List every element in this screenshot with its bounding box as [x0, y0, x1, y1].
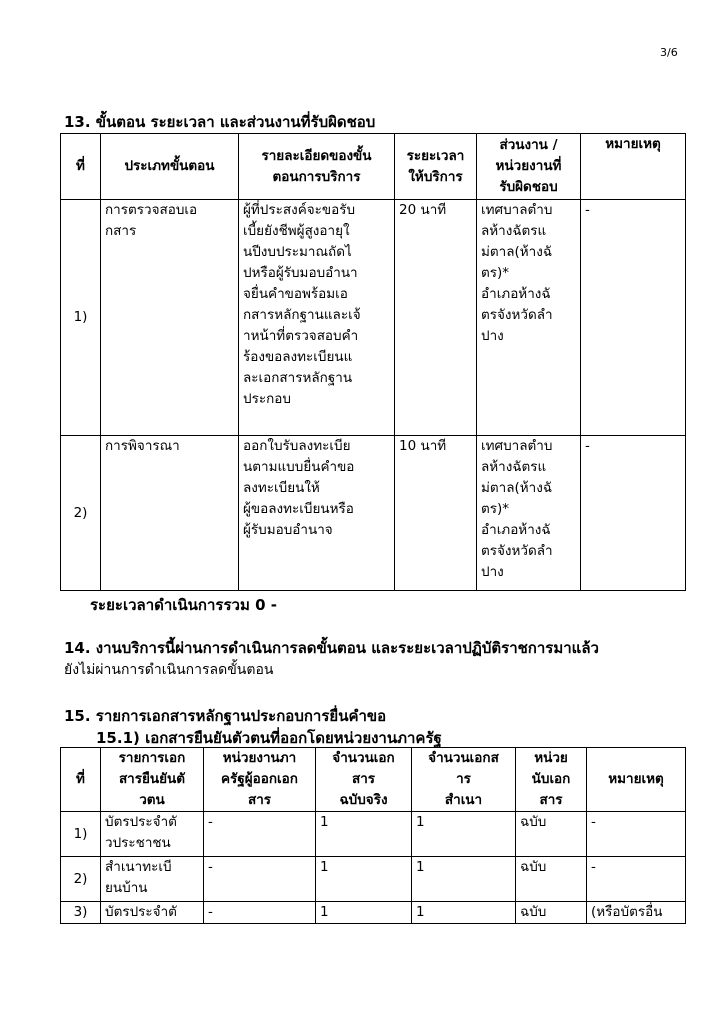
doc-copy: 1 — [412, 902, 516, 924]
header-document: รายการเอก สารยืนยันตั วตน — [101, 748, 204, 812]
header-note: หมายเหตุ — [587, 748, 686, 812]
step-no: 1) — [61, 200, 101, 436]
step-note: - — [581, 436, 686, 591]
step-unit: เทศบาลตำบ ลห้างฉัตรแ ม่ตาล(ห้างฉั ตร)* อำเภอห้างฉั ตรจังหวัดลำ ปาง — [477, 436, 581, 591]
step-detail: ออกใบรับลงทะเบีย นตามแบบยื่นคำขอ ลงทะเบียนให้ ผู้ขอลงทะเบียนหรือ ผู้รับมอบอำนาจ — [239, 436, 395, 591]
step-no: 2) — [61, 436, 101, 591]
table-row — [61, 436, 686, 591]
step-detail: ผู้ที่ประสงค์จะขอรับ เบี้ยยังชีพผู้สูงอายุใ นปีงบประมาณถัดไ ปหรือผู้รับมอบอำนา จยื่นคำขอพร้อมเอ กสารหลักฐานและเจ้ าหน้าที่ตรวจสอบคำ ร้องขอลงทะเบียนแ ละเอกสารหลักฐาน ประกอบ — [239, 200, 395, 436]
doc-name: สำเนาทะเบี ยนบ้าน — [101, 857, 204, 902]
table-row — [61, 200, 686, 436]
doc-original: 1 — [316, 812, 412, 857]
doc-unit: ฉบับ — [516, 812, 587, 857]
doc-no: 1) — [61, 812, 101, 857]
header-count-unit: หน่วย นับเอก สาร — [516, 748, 587, 812]
doc-original: 1 — [316, 902, 412, 924]
documents-header-row — [61, 748, 686, 812]
doc-copy: 1 — [412, 812, 516, 857]
table-row — [61, 812, 686, 857]
total-duration: ระยะเวลาดำเนินการรวม 0 - — [90, 596, 277, 614]
section-14-heading: 14. งานบริการนี้ผ่านการดำเนินการลดขั้นตอน และระยะเวลาปฏิบัติราชการมาแล้ว — [64, 639, 599, 657]
table-row — [61, 902, 686, 924]
doc-agency: - — [204, 857, 316, 902]
table-row — [61, 857, 686, 902]
doc-unit: ฉบับ — [516, 902, 587, 924]
header-responsible-unit: ส่วนงาน / หน่วยงานที่ รับผิดชอบ — [477, 134, 581, 200]
doc-note: - — [587, 812, 686, 857]
doc-no: 2) — [61, 857, 101, 902]
step-time: 10 นาที — [395, 436, 477, 591]
doc-note: - — [587, 857, 686, 902]
steps-table — [60, 133, 686, 591]
step-type: การตรวจสอบเอ กสาร — [101, 200, 239, 436]
doc-name: บัตรประจำตั — [101, 902, 204, 924]
header-note: หมายเหตุ — [581, 134, 686, 200]
header-issuing-agency: หน่วยงานภา ครัฐผู้ออกเอก สาร — [204, 748, 316, 812]
step-time: 20 นาที — [395, 200, 477, 436]
doc-original: 1 — [316, 857, 412, 902]
header-no: ที่ — [61, 748, 101, 812]
doc-agency: - — [204, 812, 316, 857]
header-step-detail: รายละเอียดของขั้น ตอนการบริการ — [239, 134, 395, 200]
doc-no: 3) — [61, 902, 101, 924]
doc-note: (หรือบัตรอื่น — [587, 902, 686, 924]
header-no: ที่ — [61, 134, 101, 200]
doc-agency: - — [204, 902, 316, 924]
section-15-heading: 15. รายการเอกสารหลักฐานประกอบการยื่นคำขอ — [64, 707, 387, 725]
doc-name: บัตรประจำตั วประชาชน — [101, 812, 204, 857]
documents-table — [60, 747, 686, 924]
doc-unit: ฉบับ — [516, 857, 587, 902]
page-number: 3/6 — [660, 46, 678, 59]
section-15-1-subheading: 15.1) เอกสารยืนยันตัวตนที่ออกโดยหน่วยงานภาครัฐ — [96, 729, 442, 747]
steps-header-row — [61, 134, 686, 200]
section-13-heading: 13. ขั้นตอน ระยะเวลา และส่วนงานที่รับผิดชอบ — [64, 113, 376, 131]
header-duration: ระยะเวลา ให้บริการ — [395, 134, 477, 200]
step-type: การพิจารณา — [101, 436, 239, 591]
step-unit: เทศบาลตำบ ลห้างฉัตรแ ม่ตาล(ห้างฉั ตร)* อำเภอห้างฉั ตรจังหวัดลำ ปาง — [477, 200, 581, 436]
section-14-text: ยังไม่ผ่านการดำเนินการลดขั้นตอน — [64, 662, 274, 678]
header-step-type: ประเภทขั้นตอน — [101, 134, 239, 200]
header-original-count: จำนวนเอก สาร ฉบับจริง — [316, 748, 412, 812]
doc-copy: 1 — [412, 857, 516, 902]
step-note: - — [581, 200, 686, 436]
header-copy-count: จำนวนเอกส าร สำเนา — [412, 748, 516, 812]
